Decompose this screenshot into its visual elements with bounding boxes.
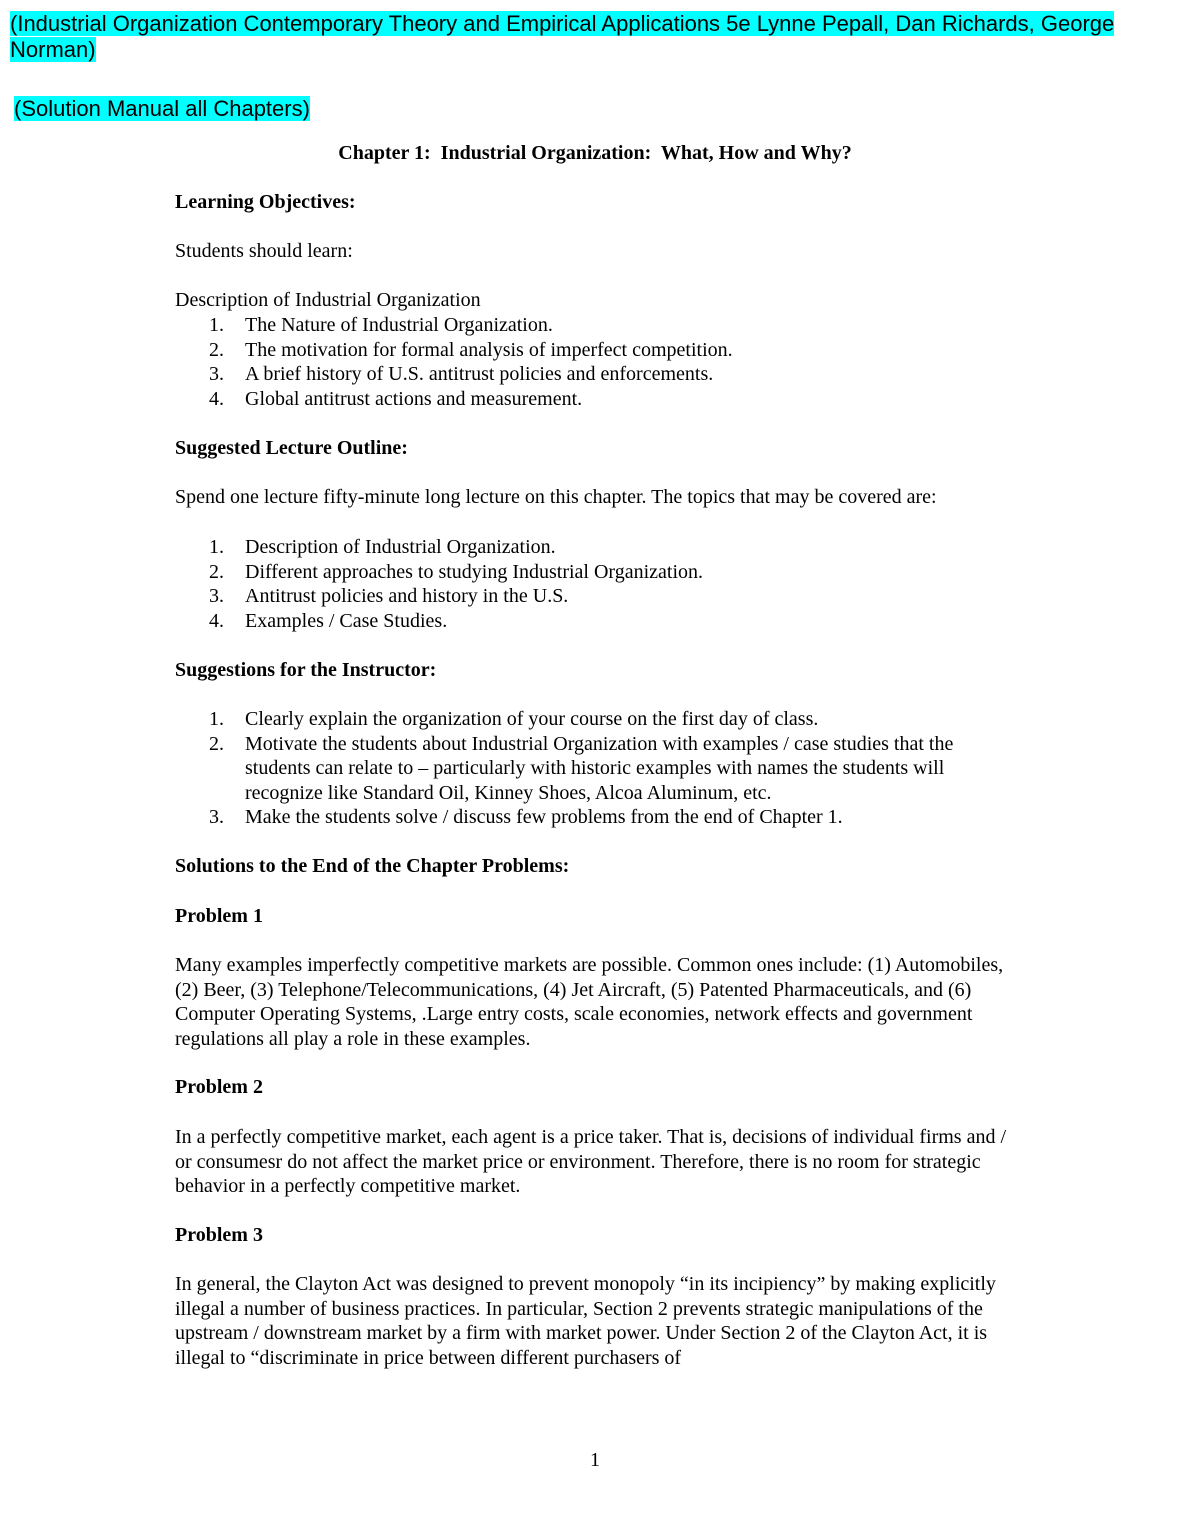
list-item-text: Motivate the students about Industrial Organization with examples / case studies that the students can relate to – particularly with historic examples with names the students will recognize like Standard Oil, Kinney Shoes, Alcoa Aluminum, etc.	[245, 732, 954, 804]
problem-3-title: Problem 3	[175, 1224, 263, 1246]
list-item	[175, 338, 1015, 363]
list-item-text: Antitrust policies and history in the U.S.	[245, 585, 569, 608]
lecture-outline-list	[175, 535, 1015, 633]
list-item	[175, 805, 1015, 830]
list-item-text: A brief history of U.S. antitrust policies and enforcements.	[245, 363, 714, 386]
list-item-number: 3.	[209, 585, 224, 608]
problem-2-text: In a perfectly competitive market, each agent is a price taker. That is, decisions of individual firms and / or consumesr do not affect the market price or environment. Therefore, there is no room for strategic behavior in a perfectly competitive market.	[175, 1126, 1007, 1198]
list-item	[175, 387, 1015, 412]
problem-1-text: Many examples imperfectly competitive markets are possible. Common ones include: (1) Automobiles, (2) Beer, (3) Telephone/Telecommunications, (4) Jet Aircraft, (5) Patented Pharmaceuticals, and (6) Computer Operating Systems, .Large entry costs, scale economies, network effects and government regulations all play a role in these examples.	[175, 954, 1004, 1050]
list-item-number: 4.	[209, 387, 224, 410]
list-item	[175, 732, 1015, 806]
lecture-outline-intro: Spend one lecture fifty-minute long lecture on this chapter. The topics that may be covered are:	[175, 486, 937, 508]
list-item-text: Examples / Case Studies.	[245, 609, 448, 632]
list-item	[175, 560, 1015, 585]
learning-objectives-intro: Students should learn:	[175, 240, 353, 262]
list-item-number: 1.	[209, 708, 224, 730]
lecture-outline-heading: Suggested Lecture Outline:	[175, 437, 408, 459]
problem-2-title: Problem 2	[175, 1076, 263, 1098]
list-item	[175, 707, 1015, 732]
list-item-text: The Nature of Industrial Organization.	[245, 314, 553, 336]
list-item-text: Different approaches to studying Industrial Organization.	[245, 560, 704, 583]
instructor-heading: Suggestions for the Instructor:	[175, 659, 437, 681]
solution-manual-label	[14, 96, 310, 122]
list-item	[175, 362, 1015, 387]
problem-3-text: In general, the Clayton Act was designed to prevent monopoly “in its incipiency” by making explicitly illegal a number of business practices. In particular, Section 2 prevents strategic manipulations of the upstream / downstream market by a firm with market power. Under Section 2 of the Clayton Act, it is illegal to “discriminate in price between different purchasers of	[175, 1273, 996, 1369]
list-item	[175, 535, 1015, 560]
list-item-number: 4.	[209, 609, 224, 632]
list-item-number: 3.	[209, 363, 224, 386]
chapter-title: Chapter 1: Industrial Organization: What, How and Why?	[338, 142, 852, 164]
page-number: 1	[590, 1449, 600, 1471]
list-item-number: 2.	[209, 560, 224, 583]
list-item	[175, 584, 1015, 609]
list-item-text: Make the students solve / discuss few problems from the end of Chapter 1.	[245, 806, 843, 829]
list-item-text: Clearly explain the organization of your course on the first day of class.	[245, 708, 819, 730]
learning-objectives-heading: Learning Objectives:	[175, 191, 356, 213]
problem-1-title: Problem 1	[175, 905, 263, 927]
list-item-text: Global antitrust actions and measurement.	[245, 387, 583, 410]
list-item-number: 2.	[209, 338, 224, 361]
list-item-text: The motivation for formal analysis of imperfect competition.	[245, 338, 733, 361]
instructor-list	[175, 707, 1015, 830]
list-item-number: 1.	[209, 314, 224, 336]
list-item-number: 1.	[209, 536, 224, 558]
list-item-number: 2.	[209, 732, 224, 755]
solution-manual-label-text: (Solution Manual all Chapters)	[14, 96, 310, 121]
list-item	[175, 609, 1015, 634]
book-title	[10, 11, 1188, 63]
learning-objectives-subheading: Description of Industrial Organization	[175, 289, 481, 311]
list-item	[175, 313, 1015, 338]
list-item-text: Description of Industrial Organization.	[245, 536, 556, 558]
book-title-text: (Industrial Organization Contemporary Theory and Empirical Applications 5e Lynne Pepall, Dan Richards, George Norman)	[10, 11, 1115, 62]
solutions-heading: Solutions to the End of the Chapter Problems:	[175, 855, 570, 877]
learning-objectives-list	[175, 313, 1015, 411]
list-item-number: 3.	[209, 806, 224, 829]
